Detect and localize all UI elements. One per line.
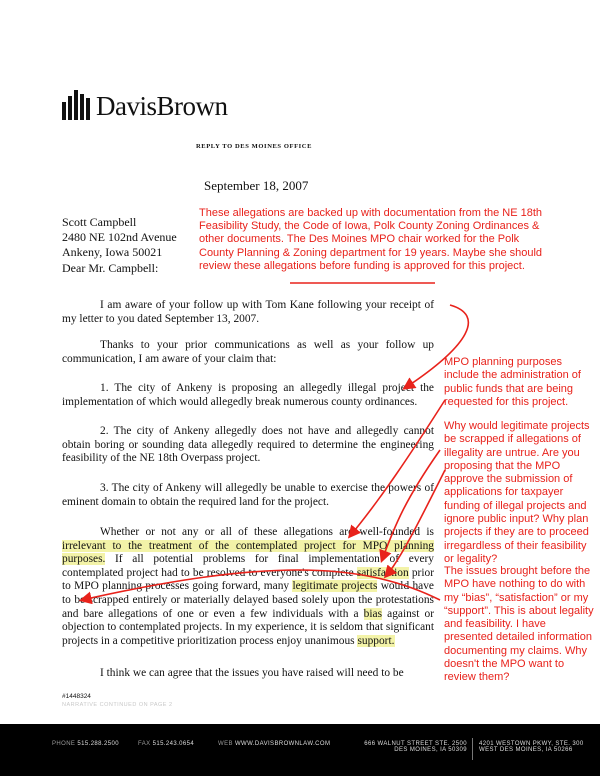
reply-to-line: REPLY TO DES MOINES OFFICE — [196, 143, 313, 150]
annotation-top: These allegations are backed up with documentation from the NE 18th Feasibility Study, the Code of Iowa, Polk County Zoning Ordinances & other documents. The Des Moines MPO chair worked for the Polk County Planning & Zoning department for 19 years. Maybe she should review these allegations before funding is approved for this project. — [199, 207, 543, 272]
footer-address-west-des-moines: 4201 WESTOWN PKWY, STE. 300 WEST DES MOINES, IA 50266 — [479, 741, 584, 753]
footer-web: WEB WWW.DAVISBROWNLAW.COM — [218, 741, 331, 747]
recipient-name: Scott Campbell — [62, 215, 137, 229]
salutation: Dear Mr. Campbell: — [62, 261, 159, 275]
arrow-to-mpo-planning — [350, 400, 445, 536]
footer-divider — [472, 738, 473, 760]
paragraph-4: I think we can agree that the issues you have raised will need to be — [100, 667, 404, 679]
continuation-line: NARRATIVE CONTINUED ON PAGE 2 — [62, 702, 173, 708]
paragraph-1: I am aware of your follow up with Tom Kane following your receipt of my letter to you dated September 13, 2007. — [62, 299, 434, 325]
recipient-address — [62, 215, 177, 259]
firm-logo — [62, 80, 228, 120]
highlight-satisfaction: satisfaction — [356, 566, 409, 579]
footer-fax: FAX 515.243.0654 — [138, 741, 195, 747]
allegation-1: 1. The city of Ankeny is proposing an allegedly illegal project the implementation of which would allegedly break numerous county ordinances. — [62, 382, 434, 408]
document-number: #1448324 — [62, 693, 91, 700]
footer-bar — [0, 724, 600, 776]
paragraph-3: Whether or not any or all of these allegations are well-founded is irrelevant to the treatment of the contemplated project for MPO planning purposes. If all potential problems for final implementation of every contemplated project had to be resolved to everyone's complete satisfaction prior to MPO planning processes going forward, many legitimate projects would have to be scrapped entirely or materially delayed based solely upon the protestations and bare allegations of one or even a few individuals with a bias against or objection to contemplated projects. In my experience, it is seldom that significant projects in a competitive prioritization process enjoy unanimous support. — [62, 526, 434, 647]
footer-phone: PHONE 515.288.2500 — [52, 741, 119, 747]
annotation-bias-support: The issues brought before the MPO have nothing to do with my “bias”, “satisfaction” or my “support”. This is about legality and feasibility. I have presented detailed information documenting my claims. Why doesn't the MPO want to review them? — [444, 565, 594, 684]
allegation-3: 3. The city of Ankeny will allegedly be unable to exercise the powers of eminent domain to obtain the required land for the project. — [62, 482, 434, 508]
annotation-mpo-purposes: MPO planning purposes include the administration of public funds that are being requested for this project. — [444, 356, 581, 408]
annotation-legitimate-projects: Why would legitimate projects be scrapped if allegations of illegality are untrue. Are you proposing that the MPO approve the submission of applications for taxpayer funding of illegal projects and ignore public input? Why plan projects if they are to proceed irregardless of their feasibility or legality? — [444, 420, 590, 565]
highlight-bias: bias — [363, 607, 383, 620]
paragraph-2: Thanks to your prior communications as well as your follow up communication, I am aware of your claim that: — [62, 339, 434, 365]
highlight-irrelevant: irrelevant to the treatment of the contemplated project for MPO planning purposes. — [62, 539, 434, 566]
footer-address-des-moines: 666 WALNUT STREET STE. 2500 DES MOINES, IA 50309 — [364, 741, 467, 753]
letter-date: September 18, 2007 — [204, 178, 309, 193]
allegation-2: 2. The city of Ankeny allegedly does not have and allegedly cannot obtain boring or sounding data allegedly required to determine the engineering feasibility of the NE 18th Overpass project. — [62, 425, 434, 465]
recipient-street: 2480 NE 102nd Avenue — [62, 229, 177, 244]
recipient-city: Ankeny, Iowa 50021 — [62, 244, 163, 259]
firm-name: DavisBrown — [96, 91, 228, 121]
columns-icon — [62, 86, 92, 120]
highlight-legitimate-projects: legitimate projects — [292, 580, 378, 593]
highlight-support: support. — [357, 634, 395, 647]
